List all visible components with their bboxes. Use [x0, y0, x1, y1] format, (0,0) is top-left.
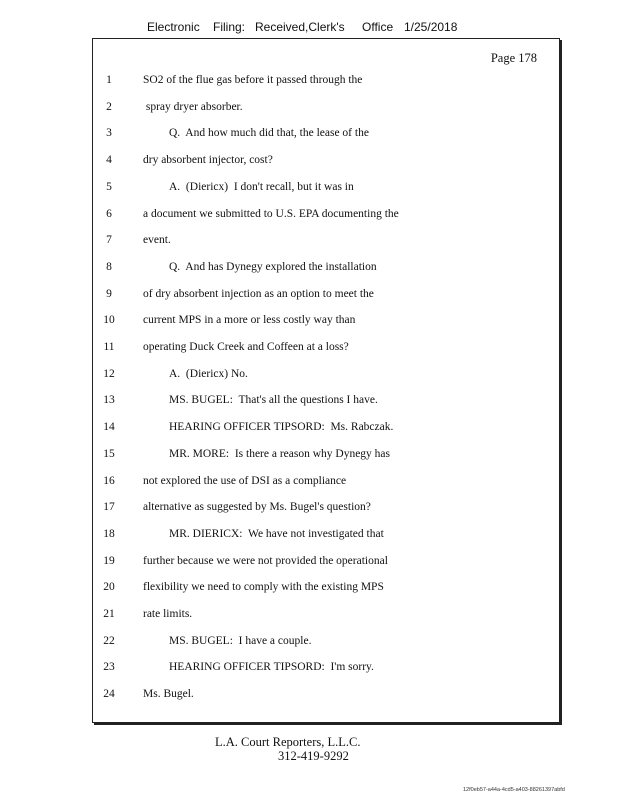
line-number: 24 [103, 688, 115, 701]
line-number: 3 [106, 127, 112, 140]
transcript-line [93, 608, 559, 624]
header-electronic: Electronic [147, 20, 200, 34]
transcript-line [93, 368, 559, 384]
line-number: 22 [103, 634, 115, 647]
line-number: 10 [103, 314, 115, 327]
line-text: operating Duck Creek and Coffeen at a loss? [143, 341, 349, 353]
line-number: 2 [106, 100, 112, 113]
transcript-line [93, 475, 559, 491]
header-office: Office [362, 20, 394, 34]
line-text: A. (Diericx) I don't recall, but it was in [169, 180, 354, 193]
line-number: 8 [106, 260, 112, 273]
line-text: Q. And how much did that, the lease of the [169, 127, 369, 140]
transcript-line [93, 234, 559, 250]
transcript-line [93, 448, 559, 464]
line-number: 4 [106, 154, 112, 167]
line-number: 9 [106, 287, 112, 300]
transcript-line [93, 288, 559, 304]
transcript-line [93, 635, 559, 651]
transcript-line [93, 208, 559, 224]
transcript-line [93, 127, 559, 143]
line-number: 7 [106, 234, 112, 247]
page-number: Page 178 [490, 51, 537, 65]
header-filing: Filing: [213, 20, 246, 34]
line-text: MS. BUGEL: That's all the questions I have. [169, 394, 378, 407]
line-text: rate limits. [143, 608, 193, 620]
line-number: 20 [103, 581, 115, 594]
line-text: current MPS in a more or less costly way than [143, 314, 356, 327]
line-text: Q. And has Dynegy explored the installation [169, 260, 377, 273]
line-number: 15 [103, 447, 115, 460]
filing-header [0, 20, 618, 36]
line-text: SO2 of the flue gas before it passed through the [143, 74, 363, 86]
transcript-line [93, 661, 559, 677]
transcript-line [93, 101, 559, 117]
line-number: 17 [103, 501, 115, 514]
line-number: 23 [103, 661, 115, 674]
line-text: MR. MORE: Is there a reason why Dynegy has [169, 447, 391, 460]
transcript-line [93, 74, 559, 90]
line-number: 11 [103, 341, 115, 353]
line-text: HEARING OFFICER TIPSORD: Ms. Rabczak. [169, 421, 394, 434]
line-text: MS. BUGEL: I have a couple. [169, 634, 312, 647]
transcript-line [93, 341, 559, 357]
transcript-line [93, 181, 559, 197]
line-number: 21 [103, 608, 115, 620]
line-text: a document we submitted to U.S. EPA documenting the [143, 207, 399, 220]
document-id: 12f0eb57-a44a-4cd5-a403-88261397abfd [463, 787, 565, 793]
line-text: flexibility we need to comply with the existing MPS [143, 581, 384, 594]
line-text: dry absorbent injector, cost? [143, 154, 273, 167]
line-number: 5 [106, 180, 112, 193]
header-date: 1/25/2018 [404, 20, 458, 34]
header-received: Received,Clerk's [255, 20, 345, 34]
transcript-line [93, 555, 559, 571]
line-number: 18 [103, 527, 115, 540]
line-text: alternative as suggested by Ms. Bugel's question? [143, 501, 371, 514]
line-number: 6 [106, 207, 112, 220]
footer-phone: 312-419-9292 [278, 749, 349, 763]
line-text: MR. DIERICX: We have not investigated that [169, 527, 384, 540]
line-number: 14 [103, 421, 115, 434]
line-text: not explored the use of DSI as a compliance [143, 474, 347, 487]
transcript-line [93, 688, 559, 704]
transcript-line [93, 421, 559, 437]
line-text: HEARING OFFICER TIPSORD: I'm sorry. [169, 661, 374, 674]
transcript-line [93, 581, 559, 597]
line-text: further because we were not provided the operational [143, 554, 388, 567]
line-number: 12 [103, 367, 115, 380]
line-number: 13 [103, 394, 115, 407]
line-number: 1 [106, 74, 112, 86]
transcript-line [93, 154, 559, 170]
line-text: Ms. Bugel. [143, 688, 194, 701]
line-number: 19 [103, 554, 115, 567]
line-text: of dry absorbent injection as an option to meet the [143, 287, 374, 300]
line-text: A. (Diericx) No. [169, 367, 248, 380]
footer-company: L.A. Court Reporters, L.L.C. [215, 735, 361, 749]
transcript-line [93, 261, 559, 277]
transcript-line [93, 528, 559, 544]
line-text: event. [143, 234, 171, 247]
transcript-line [93, 394, 559, 410]
transcript-page [92, 38, 560, 723]
transcript-line [93, 314, 559, 330]
transcript-line [93, 501, 559, 517]
line-text: spray dryer absorber. [143, 100, 243, 113]
line-number: 16 [103, 474, 115, 487]
